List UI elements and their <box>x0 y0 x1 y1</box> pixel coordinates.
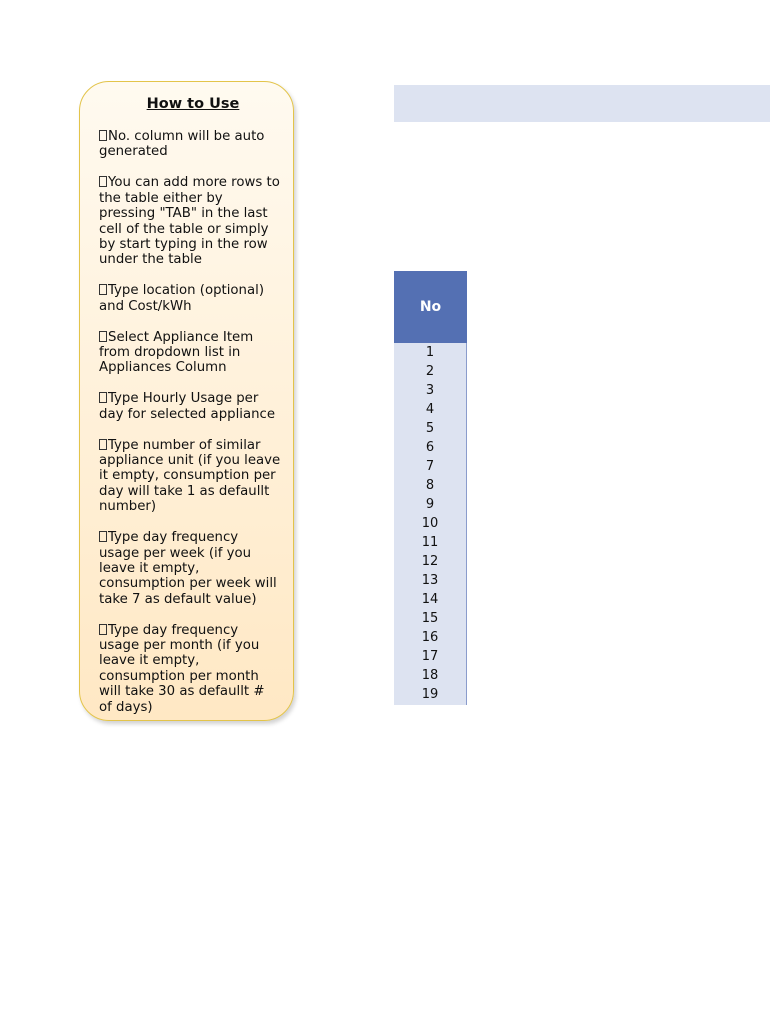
table-cell-no[interactable]: 19 <box>421 687 439 702</box>
table-cell-no[interactable]: 13 <box>421 573 439 588</box>
table-cell-no[interactable]: 1 <box>425 345 435 360</box>
bullet-box-icon <box>99 130 107 141</box>
table-cell-no[interactable]: 9 <box>425 497 435 512</box>
table-cell-no[interactable]: 8 <box>425 478 435 493</box>
table-cell-no[interactable]: 7 <box>425 459 435 474</box>
table-cell-no[interactable]: 6 <box>425 440 435 455</box>
help-item: No. column will be auto generated <box>99 129 265 160</box>
bullet-box-icon <box>99 531 107 542</box>
how-to-use-content <box>99 94 281 731</box>
help-item: Type day frequency usage per month (if you leave it empty, consumption per month will take 30 as defaullt # of days) <box>99 622 265 715</box>
help-item: You can add more rows to the table either by pressing "TAB" in the last cell of the table or simply by start typing in the row under the table <box>99 175 280 268</box>
column-header-no[interactable]: No <box>394 271 467 343</box>
bullet-box-icon <box>99 176 107 187</box>
table-cell-no[interactable]: 4 <box>425 402 435 417</box>
table-cell-no[interactable]: 10 <box>421 516 439 531</box>
help-item: Type location (optional) and Cost/kWh <box>99 283 265 314</box>
help-title: How to Use <box>146 96 240 112</box>
help-item: Type number of similar appliance unit (if you leave it empty, consumption per day will take 1 as defaullt number) <box>99 437 281 515</box>
table-cell-no[interactable]: 17 <box>421 649 439 664</box>
table-cell-no[interactable]: 18 <box>421 668 439 683</box>
table-cell-no[interactable]: 15 <box>421 611 439 626</box>
bullet-box-icon <box>99 392 107 403</box>
table-cell-no[interactable]: 11 <box>421 535 439 550</box>
help-item: Type Hourly Usage per day for selected appliance <box>99 391 276 422</box>
bullet-box-icon <box>99 439 107 450</box>
no-column-rows <box>394 343 467 704</box>
table-cell-no[interactable]: 14 <box>421 592 439 607</box>
table-cell-no[interactable]: 12 <box>421 554 439 569</box>
table-cell-no[interactable]: 16 <box>421 630 439 645</box>
bullet-box-icon <box>99 331 107 342</box>
help-item: Select Appliance Item from dropdown list in Appliances Column <box>99 329 254 376</box>
table-cell-no[interactable]: 5 <box>425 421 435 436</box>
title-band <box>394 85 770 122</box>
bullet-box-icon <box>99 284 107 295</box>
table-cell-no[interactable]: 2 <box>425 364 435 379</box>
help-item: Type day frequency usage per week (if you leave it empty, consumption per week will take 7 as default value) <box>99 530 277 607</box>
table-cell-no[interactable]: 3 <box>425 383 435 398</box>
bullet-box-icon <box>99 624 107 635</box>
